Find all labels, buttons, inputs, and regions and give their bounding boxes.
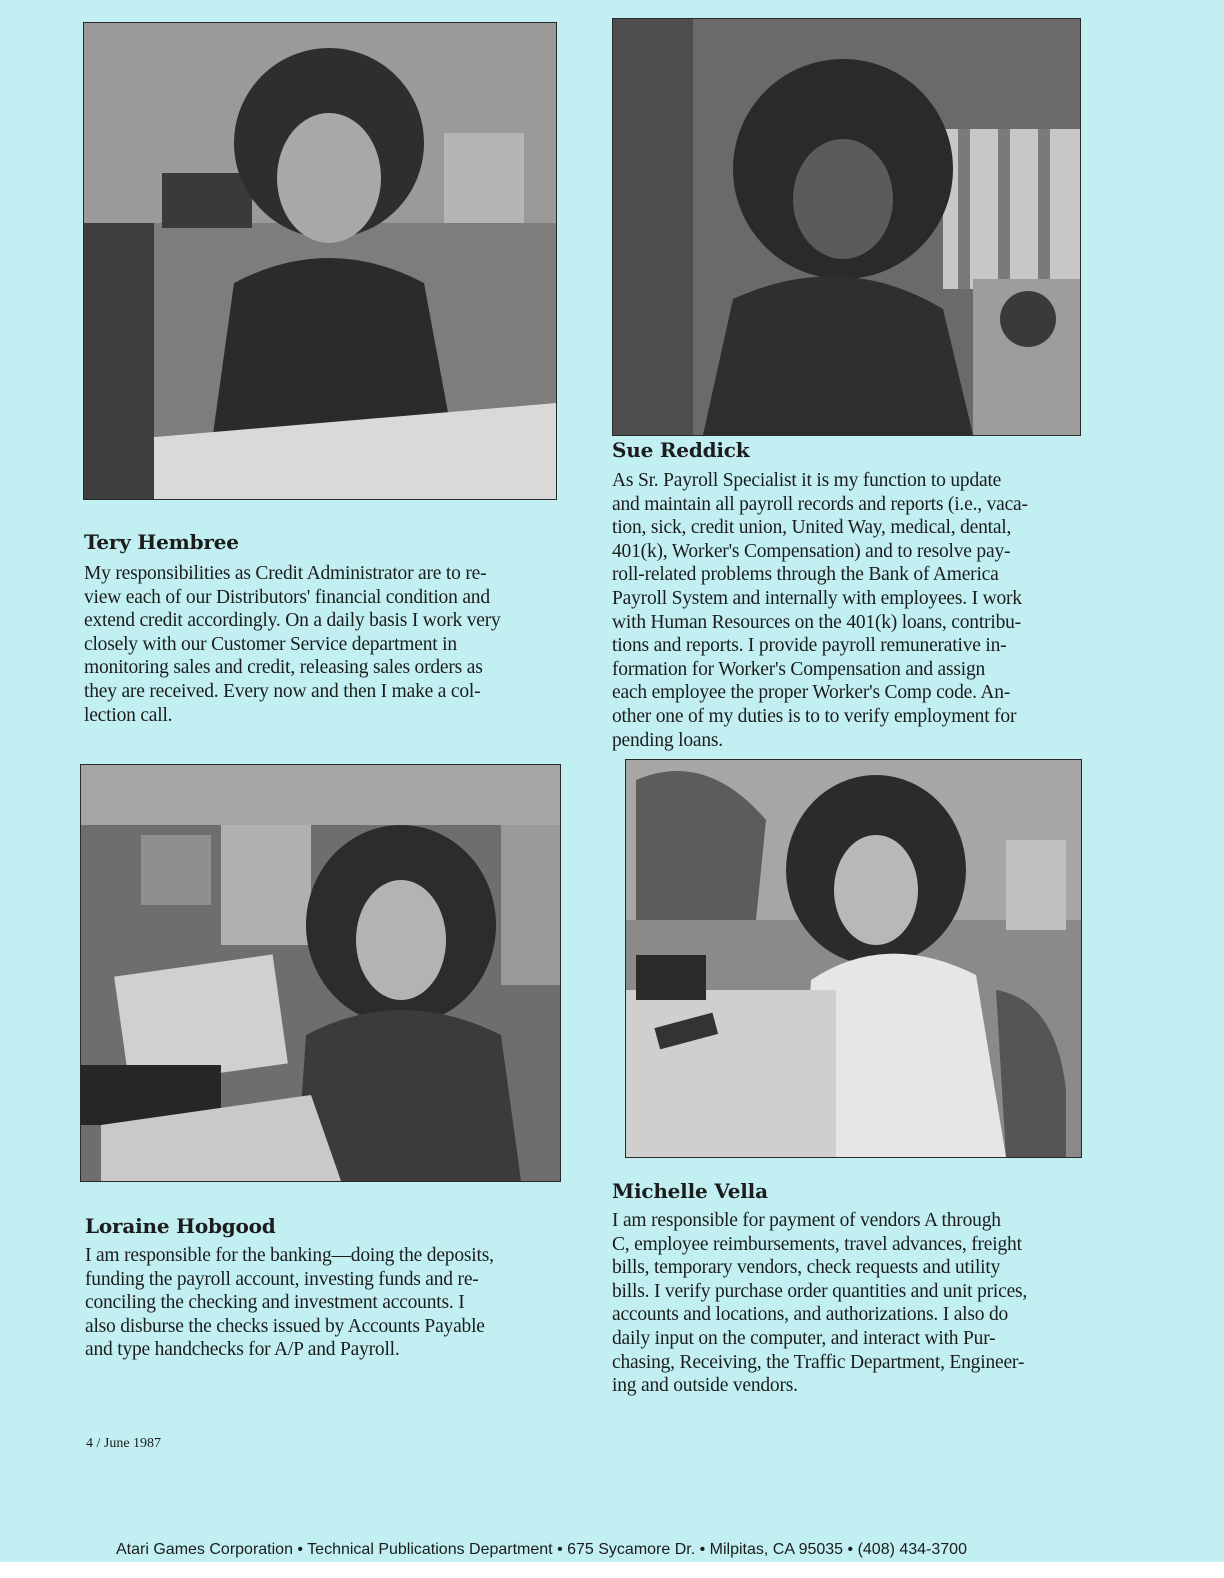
bio-michelle-vella: I am responsible for payment of vendors A through C, employee reimbursements, travel advances, freight bills, temporary vendors, check requests and utility bills. I verify purchase order quantities and unit prices, accounts and locations, and authorizations. I also do daily input on the computer, and interact with Pur- chasing, Receiving, the Traffic Department, Engineer- ing and outside vendors. [612,1210,1028,1397]
photo-tery-hembree [83,22,557,500]
name-loraine-hobgood: Loraine Hobgood [85,1214,276,1238]
name-michelle-vella: Michelle Vella [612,1179,768,1203]
photo-michelle-vella [625,759,1082,1158]
scan-edge [0,1562,1224,1578]
footer-address: Atari Games Corporation • Technical Publications Department • 675 Sycamore Dr. • Milpitas, CA 95035 • (408) 434-3700 [116,1541,967,1558]
bio-sue-reddick: As Sr. Payroll Specialist it is my function to update and maintain all payroll records and reports (i.e., vaca- tion, sick, credit union, United Way, medical, dental, 401(k), Worker's Compensation) and to resolve pay- roll-related problems through the Bank of America Payroll System and internally with employees. I work with Human Resources on the 401(k) loans, contribu- tions and reports. I provide payroll remunerative in- formation for Worker's Compensation and assign each employee the proper Worker's Comp code. An- other one of my duties is to to verify employment for pending loans. [612,470,1028,751]
page-number: 4 / June 1987 [86,1436,162,1451]
name-tery-hembree: Tery Hembree [84,530,239,554]
photo-loraine-hobgood [80,764,561,1182]
photo-sue-reddick [612,18,1081,436]
name-sue-reddick: Sue Reddick [612,438,750,462]
bio-loraine-hobgood: I am responsible for the banking—doing the deposits, funding the payroll account, investing funds and re- conciling the checking and investment accounts. I also disburse the checks issued by Accounts Payable and type handchecks for A/P and Payroll. [85,1245,494,1361]
bio-tery-hembree: My responsibilities as Credit Administrator are to re- view each of our Distributors' financial condition and extend credit accordingly. On a daily basis I work very closely with our Customer Service department in monitoring sales and credit, releasing sales orders as they are received. Every now and then I make a col- lection call. [84,563,501,726]
